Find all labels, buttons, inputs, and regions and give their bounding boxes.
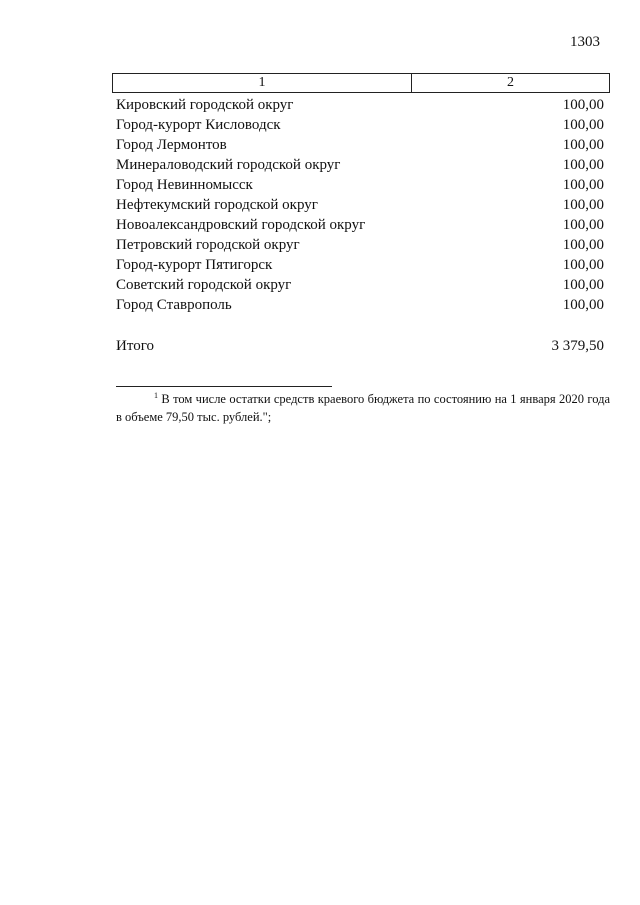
row-value: 100,00 — [562, 197, 604, 213]
row-value: 100,00 — [562, 177, 604, 193]
table-row — [116, 215, 604, 235]
row-name: Новоалександровский городской округ — [116, 217, 366, 233]
row-value: 100,00 — [562, 217, 604, 233]
row-name: Город-курорт Кисловодск — [116, 117, 281, 133]
row-name: Советский городской округ — [116, 277, 292, 293]
row-value: 100,00 — [562, 117, 604, 133]
row-name: Город Невинномысск — [116, 177, 253, 193]
table-row — [116, 255, 604, 275]
footnote-divider — [116, 386, 332, 387]
row-name: Минераловодский городской округ — [116, 157, 341, 173]
row-name: Кировский городской округ — [116, 97, 294, 113]
column-header-1: 1 — [113, 74, 412, 92]
total-label: Итого — [116, 338, 154, 354]
footnote-marker: 1 — [154, 390, 158, 400]
row-value: 100,00 — [562, 97, 604, 113]
row-value: 100,00 — [562, 137, 604, 153]
table-body — [116, 95, 604, 315]
row-value: 100,00 — [562, 257, 604, 273]
table-row — [116, 175, 604, 195]
table-row — [116, 135, 604, 155]
table-row — [116, 295, 604, 315]
table-row — [116, 95, 604, 115]
total-row — [116, 336, 604, 356]
row-name: Город-курорт Пятигорск — [116, 257, 273, 273]
row-value: 100,00 — [562, 297, 604, 313]
row-value: 100,00 — [562, 237, 604, 253]
table-header — [112, 73, 610, 93]
table-row — [116, 275, 604, 295]
row-value: 100,00 — [562, 277, 604, 293]
table-row — [116, 195, 604, 215]
row-name: Нефтекумский городской округ — [116, 197, 318, 213]
total-value: 3 379,50 — [551, 338, 604, 354]
footnote — [116, 390, 610, 426]
table-row — [116, 155, 604, 175]
row-value: 100,00 — [562, 157, 604, 173]
table-row — [116, 115, 604, 135]
column-header-2: 2 — [507, 75, 514, 90]
page-number: 1303 — [570, 34, 600, 50]
row-name: Петровский городской округ — [116, 237, 300, 253]
footnote-text: В том числе остатки средств краевого бюджета по состоянию на 1 января 2020 года в объеме 79,50 тыс. рублей."; — [116, 392, 611, 424]
row-name: Город Лермонтов — [116, 137, 227, 153]
table-row — [116, 235, 604, 255]
row-name: Город Ставрополь — [116, 297, 232, 313]
